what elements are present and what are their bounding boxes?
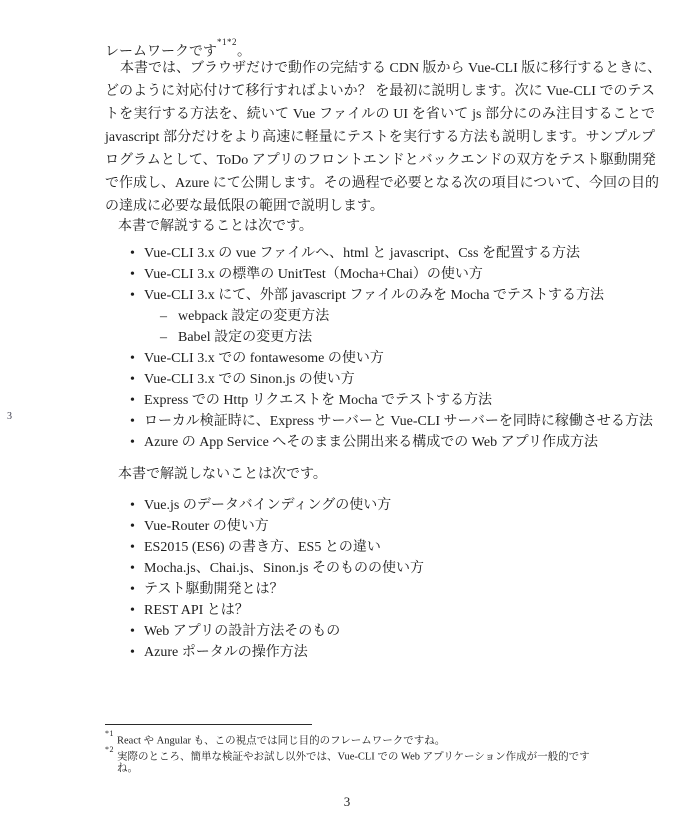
list-item-text: Vue-CLI 3.x にて、外部 javascript ファイルのみを Mocha でテストする方法: [144, 288, 604, 303]
paragraph-line: で作成し、Azure にて公開します。その過程で必要となる次の項目について、今回の目的: [105, 176, 660, 191]
footnote-marker: *2: [105, 745, 114, 754]
list-item: [105, 495, 670, 516]
list-item: [105, 390, 670, 411]
list-item-text: Azure ポータルの操作方法: [144, 645, 308, 660]
bullet-icon: •: [130, 414, 135, 429]
footnote-text: 実際のところ、簡単な検証やお試し以外では、Vue-CLI での Web アプリケーション作成が一般的です: [117, 751, 590, 763]
sub-list-item-text: Babel 設定の変更方法: [178, 330, 313, 345]
continuation-period: 。: [237, 44, 251, 60]
bullet-icon: •: [130, 267, 135, 282]
footnote-ref-2: *2: [227, 37, 237, 47]
paragraph-line: の達成に必要な最低限の範囲で説明します。: [105, 199, 384, 214]
bullet-icon: •: [130, 624, 135, 639]
paragraph-line: ログラムとして、ToDo アプリのフロントエンドとバックエンドの双方をテスト駆動開発: [105, 153, 656, 168]
paragraph-line: javascript 部分だけをより高速に軽量にテストを実行する方法も説明します。サンプルプ: [105, 130, 655, 145]
footnote-text: ね。: [117, 763, 138, 774]
list-item-text: ローカル検証時に、Express サーバーと Vue-CLI サーバーを同時に稼働させる方法: [144, 414, 653, 429]
list-item: [105, 285, 670, 306]
list-item: [105, 369, 670, 390]
bullet-icon: •: [130, 561, 135, 576]
bullet-icon: •: [130, 645, 135, 660]
list-item-text: REST API とは？: [144, 603, 249, 618]
paragraph-line: トを実行する方法を、続いて Vue ファイルの UI を省いて js 部分にのみ注目することで: [105, 107, 655, 122]
dash-icon: –: [160, 330, 167, 345]
list-item: [105, 642, 670, 663]
list-item-text: Express での Http リクエストを Mocha でテストする方法: [144, 393, 493, 408]
page-number: 3: [343, 794, 351, 809]
list-item-text: Azure の App Service へそのまま公開出来る構成での Web アプリ作成方法: [144, 435, 599, 450]
sub-list-item: [105, 327, 670, 348]
list-item: [105, 537, 670, 558]
footnote: [105, 745, 660, 761]
intro-paragraph: [105, 57, 662, 218]
bullet-icon: •: [130, 393, 135, 408]
footnote-text: React や Angular も、この視点では同じ目的のフレームワークですね。: [117, 735, 446, 747]
bullet-icon: •: [130, 582, 135, 597]
paragraph-line: 本書では、ブラウザだけで動作の完結する CDN 版から Vue-CLI 版に移行するときに、: [120, 61, 662, 76]
paragraph-line: どのように対応付けて移行すればよいか？ を最初に説明します。次に Vue-CLI でのテス: [105, 84, 655, 99]
list-item: [105, 558, 670, 579]
bullet-icon: •: [130, 288, 135, 303]
continuation-text: レームワークです: [105, 44, 217, 60]
list-item-text: Vue-CLI 3.x の vue ファイルへ、html と javascript、Css を配置する方法: [144, 246, 580, 261]
list-item: [105, 516, 670, 537]
not-explain-list: [105, 495, 670, 663]
margin-note: 3: [7, 411, 12, 422]
list-item: [105, 243, 670, 264]
list-item: [105, 621, 670, 642]
footnote-continuation: [105, 761, 660, 777]
footnotes: [105, 729, 660, 777]
bullet-icon: •: [130, 351, 135, 366]
sub-list-item-text: webpack 設定の変更方法: [178, 309, 330, 324]
sub-list-item: [105, 306, 670, 327]
list-item: [105, 348, 670, 369]
bullet-icon: •: [130, 603, 135, 618]
list-item-text: Vue-CLI 3.x での fontawesome の使い方: [144, 351, 384, 366]
bullet-icon: •: [130, 519, 135, 534]
list-item-text: Mocha.js、Chai.js、Sinon.js そのものの使い方: [144, 561, 425, 576]
bullet-icon: •: [130, 540, 135, 555]
list-item-text: Vue-Router の使い方: [144, 519, 269, 534]
footnote: [105, 729, 660, 745]
list-item: [105, 411, 670, 432]
bullet-icon: •: [130, 498, 135, 513]
list-item-text: Vue-CLI 3.x の標準の UnitTest（Mocha+Chai）の使い方: [144, 267, 483, 282]
list-item-text: ES2015 (ES6) の書き方、ES5 との違い: [144, 540, 381, 555]
footnote-ref-1: *1: [217, 37, 227, 47]
footnote-marker: *1: [105, 729, 114, 738]
list-item: [105, 600, 670, 621]
footnote-rule: [105, 724, 312, 725]
bullet-icon: •: [130, 372, 135, 387]
explain-heading: 本書で解説することは次です。: [118, 219, 313, 234]
explain-list: [105, 243, 670, 453]
list-item: [105, 264, 670, 285]
list-item-text: テスト駆動開発とは？: [144, 582, 284, 597]
list-item: [105, 579, 670, 600]
dash-icon: –: [160, 309, 167, 324]
list-item-text: Vue-CLI 3.x での Sinon.js の使い方: [144, 372, 355, 387]
list-item-text: Vue.js のデータバインディングの使い方: [144, 498, 392, 513]
not-explain-heading: 本書で解説しないことは次です。: [118, 467, 327, 482]
bullet-icon: •: [130, 435, 135, 450]
list-item-text: Web アプリの設計方法そのもの: [144, 624, 341, 639]
list-item: [105, 432, 670, 453]
bullet-icon: •: [130, 246, 135, 261]
